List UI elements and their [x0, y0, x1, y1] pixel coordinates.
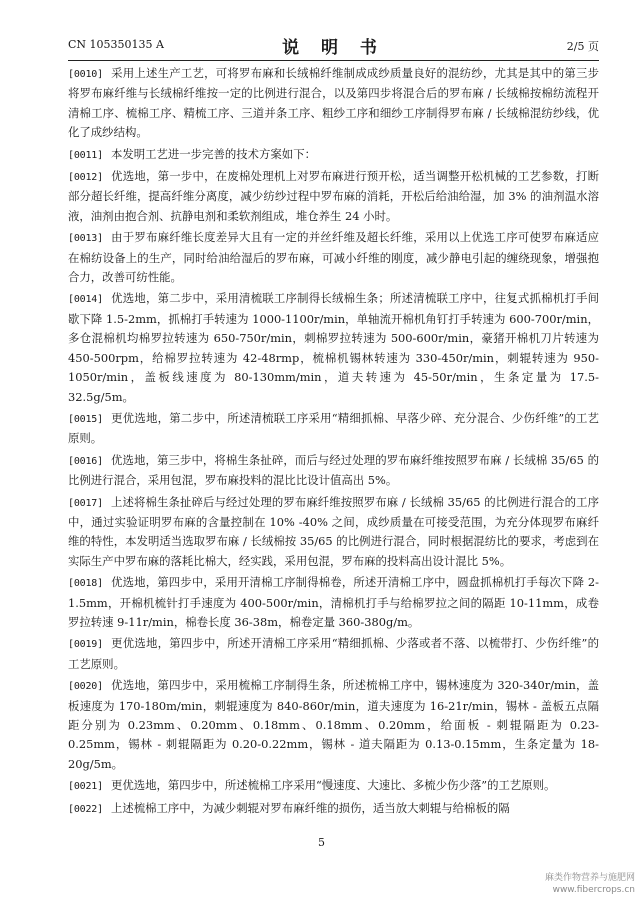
paragraph-text: 更优选地，第二步中，所述清梳联工序采用“精细抓棉、早落少碎、充分混合、少伤纤维”的工艺原则。 — [68, 410, 599, 446]
paragraph-0022 — [68, 799, 599, 819]
paragraph-number: [0019] — [68, 639, 103, 651]
paragraph-text: 由于罗布麻纤维长度差异大且有一定的并丝纤维及超长纤维，采用以上优选工序可使罗布麻适应在棉纺设备上的生产，同时给油给湿后的罗布麻，可减小纤维的刚度，减少静电引起的缠绕现象，增强抱合力，改善可纺性能。 — [68, 230, 599, 285]
paragraph-text: 优选地，第三步中，将棉生条扯碎，而后与经过处理的罗布麻纤维按照罗布麻 / 长绒棉 35/65 的比例进行混合，采用包混，罗布麻投料的混比比设计值高出 5%。 — [68, 452, 599, 488]
paragraph-text: 更优选地，第四步中，所述开清棉工序采用“精细抓棉、少落或者不落、以梳带打、少伤纤维”的工艺原则。 — [68, 636, 599, 671]
paragraph-0014 — [68, 289, 599, 406]
site-watermark — [515, 872, 635, 896]
paragraph-text: 优选地，第一步中，在废棉处理机上对罗布麻进行预开松，适当调整开松机械的工艺参数，打断部分超长纤维，提高纤维分离度，减少纺纱过程中罗布麻的消耗，开松后给油给湿，加 3% 的油剂温水溶液，油剂由抱合剂、抗静电剂和柔软剂组成，堆仓养生 24 小时。 — [68, 169, 599, 223]
paragraph-0021 — [68, 776, 599, 796]
paragraph-number: [0013] — [68, 233, 103, 245]
document-title: 说 明 书 — [282, 38, 385, 58]
paragraph-number: [0020] — [68, 681, 103, 693]
paragraph-0017 — [68, 493, 599, 572]
document-number: CN 105350135 A — [68, 38, 164, 51]
paragraph-0016 — [68, 451, 599, 491]
page-header — [68, 30, 599, 60]
paragraph-number: [0017] — [68, 497, 103, 509]
paragraph-number: [0016] — [68, 455, 103, 467]
paragraph-text: 采用上述生产工艺，可将罗布麻和长绒棉纤维制成成纱质量良好的混纺纱，尤其是其中的第三步将罗布麻纤维与长绒棉纤维按一定的比例进行混合，以及第四步将混合后的罗布麻 / 长绒棉按棉纺流程开清棉工序、梳棉工序、精梳工序、三道并条工序、粗纱工序和细纱工序制得罗布麻 / 长绒棉混纺纱线，优化了成纱结构。 — [68, 66, 599, 140]
paragraph-number: [0015] — [68, 413, 103, 425]
paragraph-0011 — [68, 145, 599, 165]
paragraph-number: [0011] — [68, 149, 103, 161]
paragraph-number: [0018] — [68, 578, 103, 590]
paragraph-0019 — [68, 634, 599, 674]
paragraph-text: 更优选地，第四步中，所述梳棉工序采用“慢速度、大速比、多梳少伤少落”的工艺原则。 — [110, 778, 556, 793]
paragraph-text: 优选地，第二步中，采用清梳联工序制得长绒棉生条；所述清梳联工序中，往复式抓棉机打手间歇下降 1.5-2mm，抓棉打手转速为 1000-1100r/min，单轴流开棉机角钉打手转速为 600-700r/min，多仓混棉机均棉罗拉转速为 650-750r/min，刺棉罗拉转速为 500-600r/min，豪猪开棉机刀片转速为 450-500rpm，给棉罗拉转速为 42-48rmp，梳棉机锡林转速为 330-450r/min，刺辊转速为 950-1050r/min，盖板线速度为 80-130mm/min，道夫转速为 45-50r/min，生条定量为 17.5-32.5g/5m。 — [68, 291, 599, 404]
paragraph-0013 — [68, 228, 599, 287]
paragraph-text: 上述梳棉工序中，为减少刺辊对罗布麻纤维的损伤，适当放大刺辊与给棉板的隔 — [110, 800, 510, 815]
paragraph-0010 — [68, 64, 599, 143]
page-number: 5 — [318, 836, 325, 849]
paragraph-number: [0014] — [68, 294, 103, 306]
paragraph-number: [0021] — [68, 781, 103, 793]
paragraph-0012 — [68, 167, 599, 226]
header-rule — [68, 60, 599, 61]
paragraph-number: [0022] — [68, 803, 103, 815]
page-indicator: 2/5 页 — [566, 40, 599, 53]
paragraph-text: 优选地，第四步中，采用开清棉工序制得棉卷，所述开清棉工序中，圆盘抓棉机打手每次下降 2-1.5mm，开棉机梳针打手速度为 400-500r/min，清棉机打手与给棉罗拉之间的隔距 10-11mm，成卷罗拉转速 9-11r/min，棉卷长度 36-38m，棉卷定量 360-380g/m。 — [68, 575, 599, 629]
paragraph-0015 — [68, 409, 599, 449]
document-body — [68, 64, 599, 821]
watermark-site-name: 麻类作物营养与施肥网 — [544, 873, 635, 883]
paragraph-number: [0010] — [68, 69, 103, 80]
paragraph-text: 本发明工艺进一步完善的技术方案如下： — [110, 146, 316, 161]
paragraph-text: 优选地，第四步中，采用梳棉工序制得生条，所述梳棉工序中，锡林速度为 320-340r/min，盖板速度为 170-180m/min，刺辊速度为 840-860r/min，道夫速度为 16-21r/min，锡林 - 盖板五点隔距分别为 0.23mm、0.20mm、0.18mm、0.18mm、0.20mm，给面板 - 刺辊隔距为 0.23-0.25mm，锡林 - 刺辊隔距为 0.20-0.22mm，锡林 - 道夫隔距为 0.13-0.15mm，生条定量为 18-20g/5m。 — [68, 678, 599, 771]
paragraph-0020 — [68, 676, 599, 774]
watermark-url: www.fibercrops.cn — [552, 885, 635, 895]
paragraph-text: 上述将棉生条扯碎后与经过处理的罗布麻纤维按照罗布麻 / 长绒棉 35/65 的比例进行混合的工序中，通过实验证明罗布麻的含量控制在 10% -40% 之间，成纱质量在可接受范围，为充分体现罗布麻纤维的特性，本发明适当选取罗布麻 / 长绒棉按 35/65 的比例进行混合，同时根据混纺比的要求，考虑到在实际生产中罗布麻的落耗比棉大，经实践，采用包混，罗布麻的投料高出设计混比 5%。 — [68, 494, 599, 568]
paragraph-0018 — [68, 573, 599, 632]
paragraph-number: [0012] — [68, 172, 103, 184]
